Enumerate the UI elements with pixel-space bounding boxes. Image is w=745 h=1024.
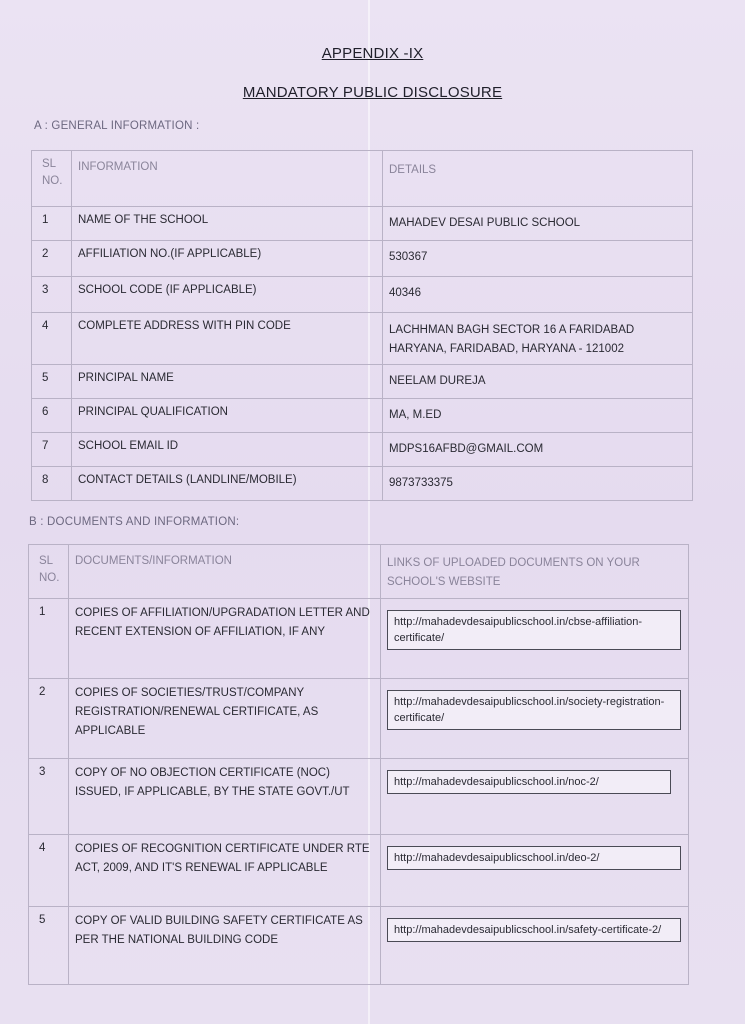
row-details: 40346 [383, 277, 693, 313]
row-info: SCHOOL EMAIL ID [72, 433, 383, 467]
column-header-links: LINKS OF UPLOADED DOCUMENTS ON YOUR SCHOOL'S WEBSITE [381, 545, 689, 599]
document-link[interactable]: http://mahadevdesaipublicschool.in/cbse-affiliation-certificate/ [387, 610, 681, 650]
page-title: MANDATORY PUBLIC DISCLOSURE [242, 84, 503, 101]
document-link[interactable]: http://mahadevdesaipublicschool.in/society-registration-certificate/ [387, 690, 681, 730]
documents-information-table [28, 544, 689, 985]
row-sl: 3 [32, 277, 72, 313]
row-info: PRINCIPAL NAME [72, 365, 383, 399]
row-sl: 5 [32, 365, 72, 399]
row-document: COPIES OF AFFILIATION/UPGRADATION LETTER AND RECENT EXTENSION OF AFFILIATION, IF ANY [69, 599, 381, 679]
column-header-documents: DOCUMENTS/INFORMATION [69, 545, 381, 599]
document-link[interactable]: http://mahadevdesaipublicschool.in/noc-2/ [387, 770, 671, 794]
appendix-title: APPENDIX -IX [321, 45, 424, 62]
row-document: COPY OF NO OBJECTION CERTIFICATE (NOC) ISSUED, IF APPLICABLE, BY THE STATE GOVT./UT [69, 759, 381, 835]
row-link-cell [381, 835, 689, 907]
table-row [32, 207, 693, 241]
table-row [32, 365, 693, 399]
row-details: MDPS16AFBD@GMAIL.COM [383, 433, 693, 467]
table-row [29, 759, 689, 835]
row-sl: 4 [29, 835, 69, 907]
row-sl: 8 [32, 467, 72, 501]
row-sl: 7 [32, 433, 72, 467]
row-details: 9873733375 [383, 467, 693, 501]
table-header-row [32, 151, 693, 207]
row-details: MA, M.ED [383, 399, 693, 433]
row-sl: 4 [32, 313, 72, 365]
row-document: COPIES OF SOCIETIES/TRUST/COMPANY REGISTRATION/RENEWAL CERTIFICATE, AS APPLICABLE [69, 679, 381, 759]
table-row [29, 907, 689, 985]
row-details: NEELAM DUREJA [383, 365, 693, 399]
row-info: SCHOOL CODE (IF APPLICABLE) [72, 277, 383, 313]
column-header-sl: SL NO. [29, 545, 69, 599]
row-sl: 1 [32, 207, 72, 241]
section-b-heading: B : DOCUMENTS AND INFORMATION: [29, 516, 240, 528]
row-link-cell [381, 599, 689, 679]
table-row [32, 433, 693, 467]
column-header-details: DETAILS [383, 151, 693, 207]
table-row [32, 467, 693, 501]
row-sl: 6 [32, 399, 72, 433]
column-header-sl: SL NO. [32, 151, 72, 207]
row-sl: 2 [29, 679, 69, 759]
row-info: CONTACT DETAILS (LANDLINE/MOBILE) [72, 467, 383, 501]
table-row [32, 241, 693, 277]
row-link-cell [381, 679, 689, 759]
row-document: COPIES OF RECOGNITION CERTIFICATE UNDER RTE ACT, 2009, AND IT'S RENEWAL IF APPLICABLE [69, 835, 381, 907]
row-link-cell [381, 907, 689, 985]
row-sl: 1 [29, 599, 69, 679]
row-info: COMPLETE ADDRESS WITH PIN CODE [72, 313, 383, 365]
table-row [32, 313, 693, 365]
document-link[interactable]: http://mahadevdesaipublicschool.in/safety-certificate-2/ [387, 918, 681, 942]
general-information-table [31, 150, 693, 501]
row-info: NAME OF THE SCHOOL [72, 207, 383, 241]
column-header-information: INFORMATION [72, 151, 383, 207]
row-details: MAHADEV DESAI PUBLIC SCHOOL [383, 207, 693, 241]
table-row [29, 599, 689, 679]
row-details: 530367 [383, 241, 693, 277]
document-link[interactable]: http://mahadevdesaipublicschool.in/deo-2/ [387, 846, 681, 870]
row-document: COPY OF VALID BUILDING SAFETY CERTIFICATE AS PER THE NATIONAL BUILDING CODE [69, 907, 381, 985]
row-sl: 3 [29, 759, 69, 835]
row-info: PRINCIPAL QUALIFICATION [72, 399, 383, 433]
row-sl: 5 [29, 907, 69, 985]
row-info: AFFILIATION NO.(IF APPLICABLE) [72, 241, 383, 277]
row-details: LACHHMAN BAGH SECTOR 16 A FARIDABAD HARYANA, FARIDABAD, HARYANA - 121002 [383, 313, 693, 365]
section-a-heading: A : GENERAL INFORMATION : [34, 120, 200, 132]
table-header-row [29, 545, 689, 599]
row-link-cell [381, 759, 689, 835]
row-sl: 2 [32, 241, 72, 277]
table-row [29, 679, 689, 759]
table-row [32, 399, 693, 433]
table-row [29, 835, 689, 907]
table-row [32, 277, 693, 313]
